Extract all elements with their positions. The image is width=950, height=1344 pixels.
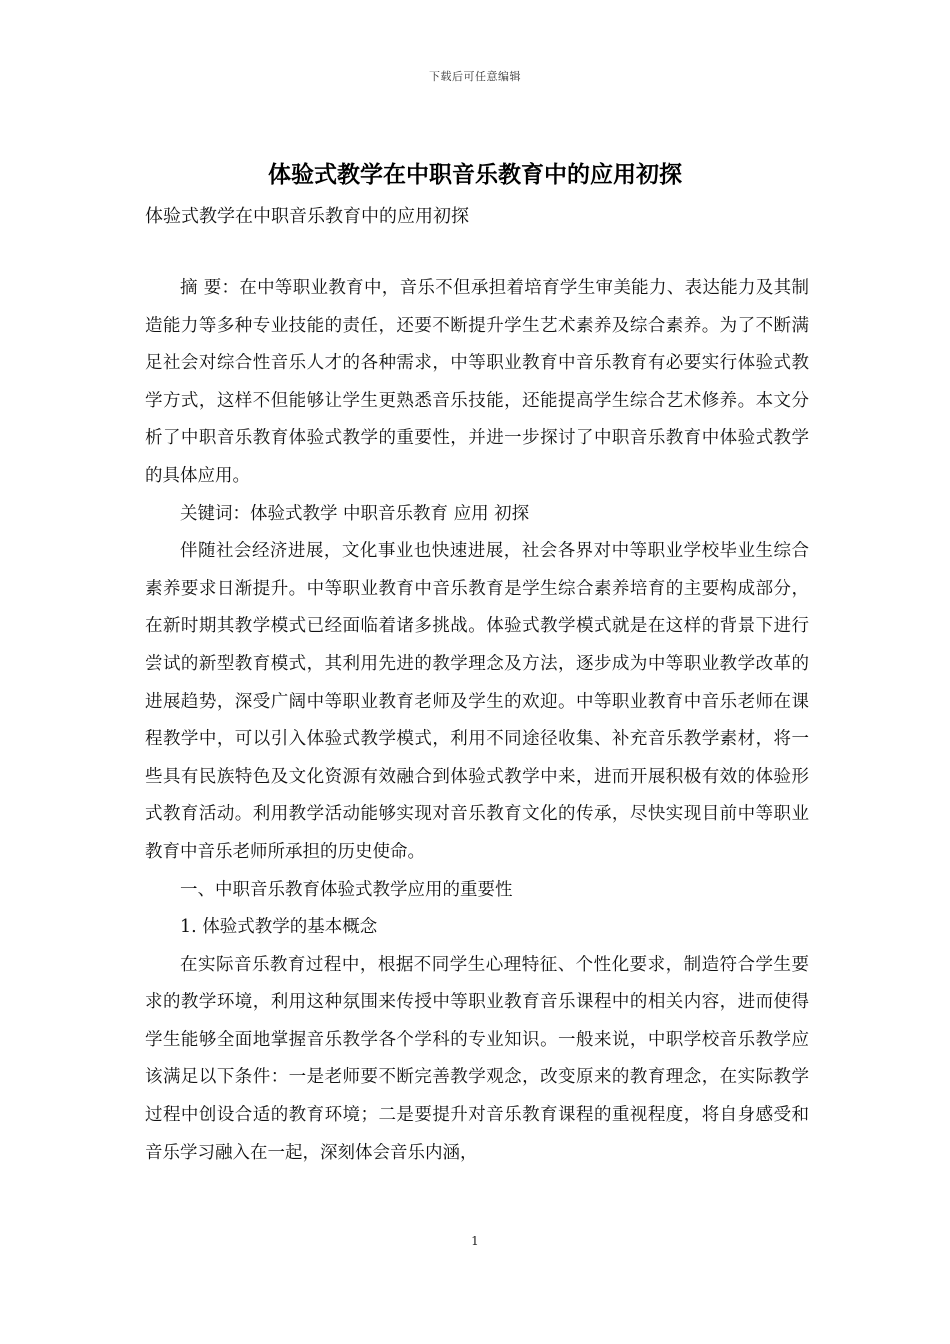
document-subtitle: 体验式教学在中职音乐教育中的应用初探 (145, 206, 469, 227)
keywords-paragraph: 关键词：体验式教学 中职音乐教育 应用 初探 (180, 503, 530, 524)
header-note: 下载后可任意编辑 (429, 70, 521, 83)
subsection-heading: 1. 体验式教学的基本概念 (180, 917, 378, 938)
section-heading: 一、中职音乐教育体验式教学应用的重要性 (180, 879, 513, 900)
intro-paragraph: 伴随社会经济进展，文化事业也快速进展，社会各界对中等职业学校毕业生综合素养要求日渐提升。中等职业教育中音乐教育是学生综合素养培育的主要构成部分，在新时期其教学模式已经面临着诸多挑战。体验式教学模式就是在这样的背景下进行尝试的新型教育模式，其利用先进的教学理念及方法，逐步成为中等职业教学改革的进展趋势，深受广阔中等职业教育老师及学生的欢迎。中等职业教育中音乐老师在课程教学中，可以引入体验式教学模式，利用不同途径收集、补充音乐教学素材，将一些具有民族特色及文化资源有效融合到体验式教学中来，进而开展积极有效的体验形式教育活动。利用教学活动能够实现对音乐教育文化的传承，尽快实现目前中等职业教育中音乐老师所承担的历史使命。 (145, 541, 809, 862)
body-paragraph: 在实际音乐教育过程中，根据不同学生心理特征、个性化要求，制造符合学生要求的教学环境，利用这种氛围来传授中等职业教育音乐课程中的相关内容，进而使得学生能够全面地掌握音乐教学各个学科的专业知识。一般来说，中职学校音乐教学应该满足以下条件：一是老师要不断完善教学观念，改变原来的教育理念，在实际教学过程中创设合适的教育环境；二是要提升对音乐教育课程的重视程度，将自身感受和音乐学习融入在一起，深刻体会音乐内涵， (145, 954, 809, 1163)
document-body (145, 270, 809, 1172)
abstract-paragraph: 摘 要：在中等职业教育中，音乐不但承担着培育学生审美能力、表达能力及其制造能力等多种专业技能的责任，还要不断提升学生艺术素养及综合素养。为了不断满足社会对综合性音乐人才的各种需求，中等职业教育中音乐教育有必要实行体验式教学方式，这样不但能够让学生更熟悉音乐技能，还能提高学生综合艺术修养。本文分析了中职音乐教育体验式教学的重要性，并进一步探讨了中职音乐教育中体验式教学的具体应用。 (145, 278, 809, 486)
document-title: 体验式教学在中职音乐教育中的应用初探 (268, 161, 682, 188)
page-number: 1 (471, 1234, 479, 1248)
